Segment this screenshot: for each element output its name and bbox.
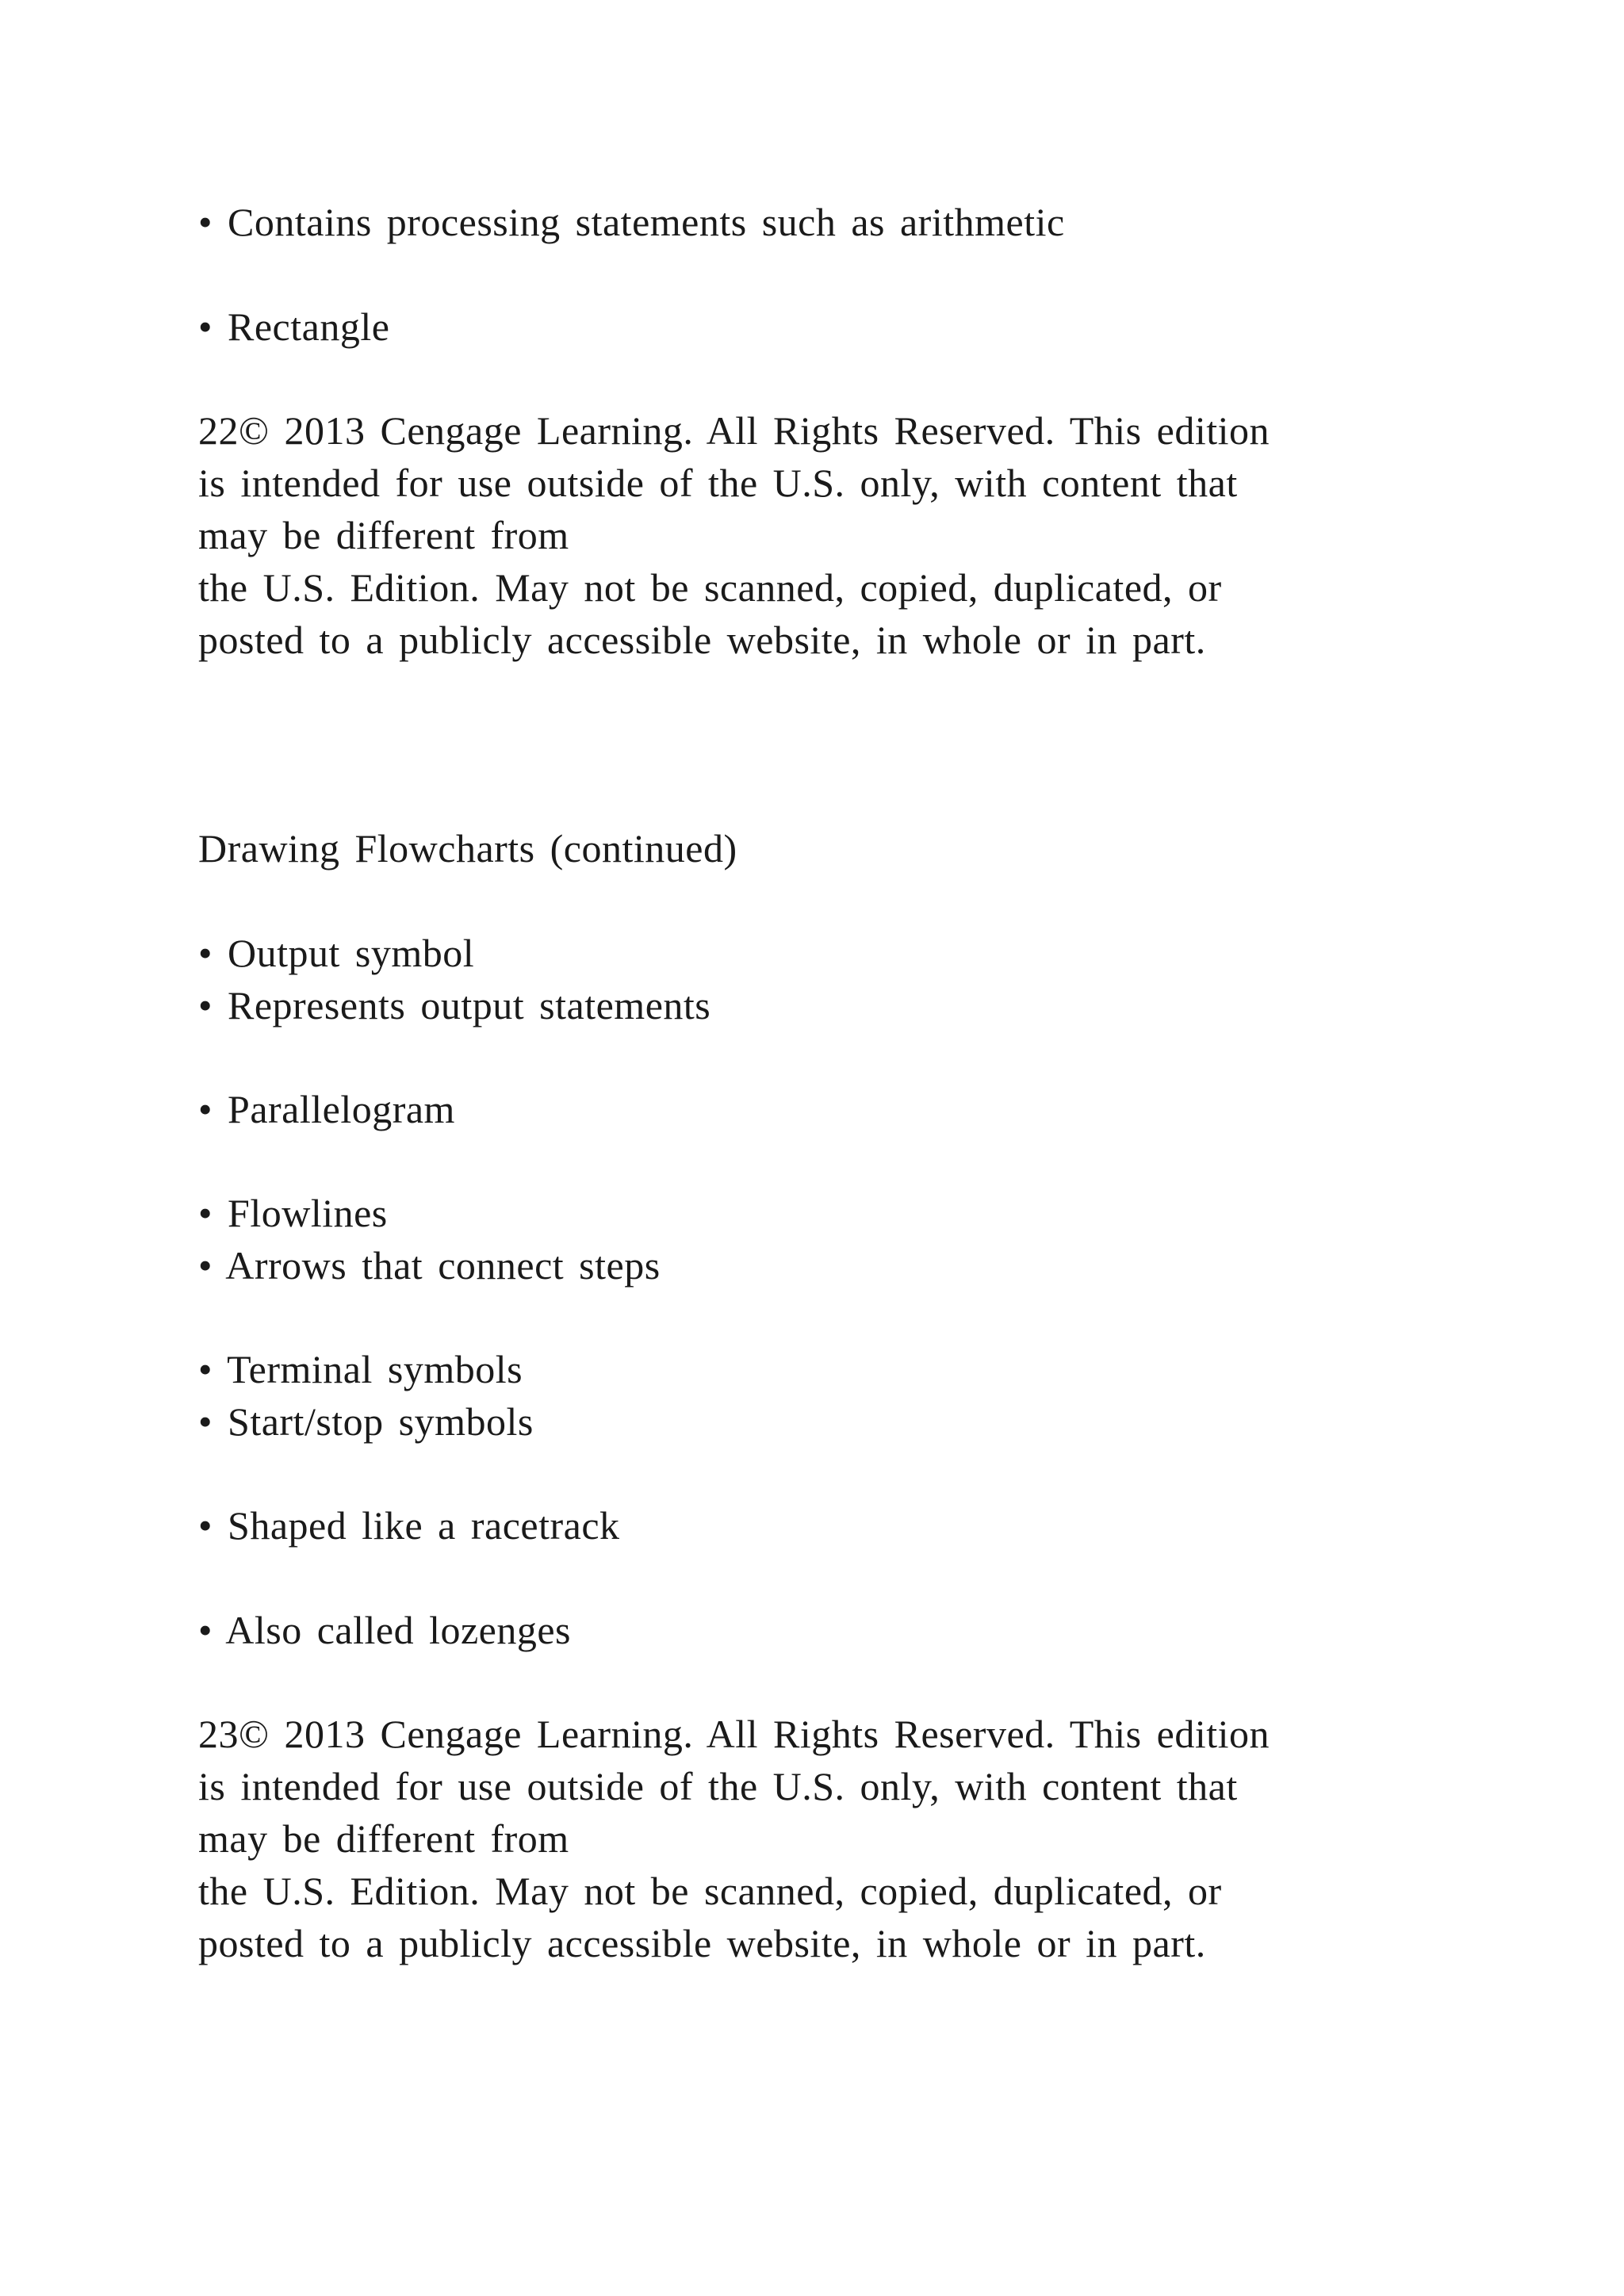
copyright-line: is intended for use outside of the U.S. only, with content that [198, 1764, 1238, 1808]
copyright-line: is intended for use outside of the U.S. only, with content that [198, 461, 1238, 505]
bullet-output-symbol: • Output symbol [198, 931, 475, 975]
bullet-rectangle: • Rectangle [198, 304, 390, 349]
bullet-output-statements: • Represents output statements [198, 983, 711, 1027]
copyright-line: the U.S. Edition. May not be scanned, copied, duplicated, or [198, 565, 1222, 610]
bullet-terminal-symbols: • Terminal symbols [198, 1347, 523, 1391]
bullet-lozenges: • Also called lozenges [198, 1608, 571, 1652]
bullet-processing-statements: • Contains processing statements such as arithmetic [198, 200, 1065, 244]
copyright-line: posted to a publicly accessible website, in whole or in part. [198, 1921, 1206, 1965]
copyright-line: the U.S. Edition. May not be scanned, copied, duplicated, or [198, 1869, 1222, 1913]
copyright-line: may be different from [198, 1816, 569, 1861]
section-heading: Drawing Flowcharts (continued) [198, 826, 737, 871]
copyright-line: may be different from [198, 513, 569, 557]
copyright-line: posted to a publicly accessible website, in whole or in part. [198, 618, 1206, 662]
copyright-line: 22© 2013 Cengage Learning. All Rights Reserved. This edition [198, 408, 1270, 453]
bullet-racetrack: • Shaped like a racetrack [198, 1503, 620, 1548]
bullet-flowlines: • Flowlines [198, 1191, 388, 1235]
copyright-line: 23© 2013 Cengage Learning. All Rights Reserved. This edition [198, 1712, 1270, 1756]
bullet-start-stop-symbols: • Start/stop symbols [198, 1399, 534, 1444]
bullet-arrows: • Arrows that connect steps [198, 1243, 661, 1288]
bullet-parallelogram: • Parallelogram [198, 1087, 455, 1131]
